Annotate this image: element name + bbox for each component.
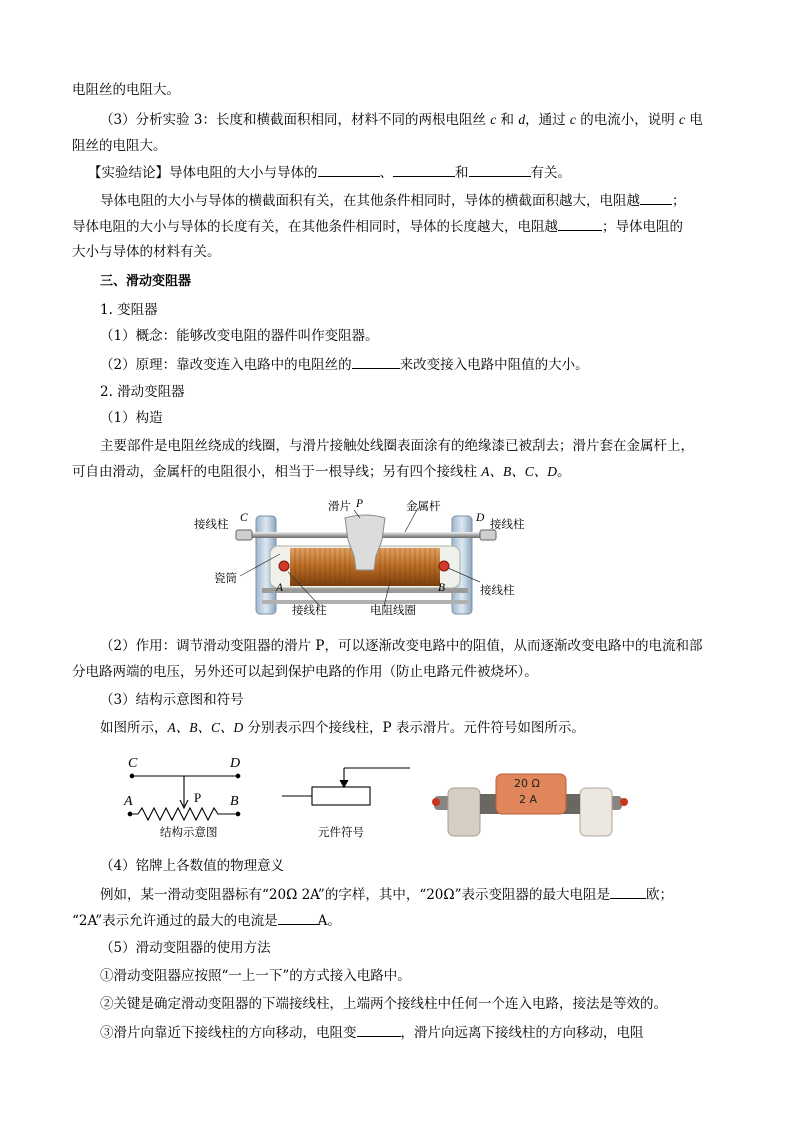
var-c: c — [490, 112, 497, 127]
paragraph-continuation: 阻丝的电阻大。 — [72, 138, 167, 154]
construction-text: 主要部件是电阻丝绕成的线圈，与滑片接触处线圈表面涂有的绝缘漆已被刮去；滑片套在金属杆上， — [100, 438, 694, 454]
fill-blank[interactable] — [469, 162, 531, 177]
rod-label: 金属杆 — [406, 499, 441, 513]
var-c: c — [569, 112, 576, 127]
terminal-b — [439, 561, 449, 571]
text: （2）原理：靠改变连入电路中的电阻丝的 — [100, 357, 352, 373]
terminal-c — [236, 530, 252, 540]
text: ，通过 — [525, 112, 570, 128]
text: ； — [672, 193, 686, 209]
fill-blank[interactable] — [610, 884, 646, 899]
letter-b: B — [438, 582, 446, 594]
text: ；导体电阻的 — [602, 219, 683, 235]
text: “2A”表示允许通过的最大的电流是 — [72, 913, 278, 929]
material-rule: 大小与导体的材料有关。 — [72, 244, 221, 260]
terminal-b-label: 接线柱 — [480, 583, 515, 597]
nameplate-heading: （4）铭牌上各数值的物理意义 — [100, 858, 285, 874]
tube-label: 瓷筒 — [214, 571, 237, 585]
text: ，滑片向远离下接线柱的方向移动，电阻 — [400, 1025, 644, 1041]
fill-blank[interactable] — [278, 910, 318, 925]
text: 欧； — [646, 887, 673, 903]
length-rule — [72, 216, 683, 237]
text: 来改变接入电路中阻值的大小。 — [399, 357, 589, 373]
text: 如图所示， — [100, 720, 168, 736]
rheostat-diagrams — [118, 752, 678, 844]
usage-heading: （5）滑动变阻器的使用方法 — [100, 940, 271, 956]
terminal-c-label: 接线柱 — [194, 517, 229, 531]
var-c: c — [679, 112, 685, 127]
fill-blank[interactable] — [393, 162, 455, 177]
section-heading: 三、滑动变阻器 — [100, 274, 192, 289]
letter-a: A — [276, 582, 284, 594]
terminal-letters: A、B、C、D — [167, 720, 244, 735]
structure-text — [100, 718, 585, 738]
usage-rule-1: ①滑动变阻器应按照“一上一下”的方式接入电路中。 — [100, 968, 411, 984]
nameplate-example — [100, 884, 673, 905]
cross-section-rule — [100, 190, 686, 211]
text: 导体电阻的大小与导体的长度有关，在其他条件相同时，导体的长度越大，电阻越 — [72, 219, 558, 235]
terminal-d-label: 接线柱 — [490, 517, 525, 531]
fill-blank[interactable] — [357, 1022, 401, 1037]
letter-d: D — [476, 512, 485, 524]
analysis-experiment-3 — [100, 110, 703, 130]
structure-schematic — [128, 774, 240, 820]
subsection-heading: 1. 变阻器 — [100, 302, 158, 318]
fill-blank[interactable] — [640, 190, 672, 205]
text: 和 — [496, 112, 519, 128]
text: 电 — [685, 112, 703, 128]
text: 、 — [379, 165, 393, 181]
fill-blank[interactable] — [318, 162, 380, 177]
slider-letter: P — [356, 498, 364, 510]
schematic-letter-d: D — [230, 756, 241, 771]
usage-rule-3 — [100, 1022, 644, 1043]
schematic-letter-b: B — [230, 794, 239, 809]
text: 例如，某一滑动变阻器标有“20Ω 2A”的字样，其中，“20Ω”表示变阻器的最大电阻是 — [100, 887, 610, 903]
slider-label: 滑片 — [328, 499, 351, 513]
fill-blank[interactable] — [558, 216, 602, 231]
nameplate-current: 2 A — [519, 793, 538, 806]
text: 有关。 — [530, 165, 571, 181]
function-text: 分电路两端的电压，另外还可以起到保护电路的作用（防止电路元件被烧坏）。 — [72, 664, 538, 680]
nameplate-resistance: 20 Ω — [514, 777, 540, 790]
schematic-letter-c: C — [128, 756, 138, 771]
construction-heading: （1）构造 — [100, 410, 163, 426]
text: 和 — [455, 165, 469, 181]
structure-heading: （3）结构示意图和符号 — [100, 692, 244, 708]
fill-blank[interactable] — [352, 354, 400, 369]
component-symbol — [282, 768, 410, 805]
function-text: （2）作用：调节滑动变阻器的滑片 P，可以逐渐改变电路中的阻值，从而逐渐改变电路中的电流和部 — [100, 638, 703, 654]
var-d: d — [518, 112, 526, 127]
construction-text — [72, 462, 571, 482]
text: ③滑片向靠近下接线柱的方向移动，电阻变 — [100, 1025, 357, 1041]
coil-label: 电阻线圈 — [370, 603, 416, 617]
usage-rule-2: ②关键是确定滑动变阻器的下端接线柱，上端两个接线柱中任何一个连入电路，接法是等效的。 — [100, 996, 667, 1012]
schematic-letter-p: P — [194, 790, 202, 805]
text: 的电流小，说明 — [575, 112, 679, 128]
schematic-letter-a: A — [124, 794, 133, 809]
structure-caption: 结构示意图 — [160, 825, 218, 839]
terminal-a — [279, 561, 289, 571]
terminal-letters: A、B、C、D — [481, 464, 558, 479]
paragraph-continuation: 电阻丝的电阻大。 — [72, 82, 180, 98]
terminal-a-label: 接线柱 — [292, 603, 327, 617]
text: 分别表示四个接线柱，P 表示滑片。元件符号如图所示。 — [243, 720, 585, 736]
text: 。 — [557, 464, 571, 480]
text: （3）分析实验 3：长度和横截面积相同，材料不同的两根电阻丝 — [100, 112, 491, 128]
subsection-heading: 2. 滑动变阻器 — [100, 384, 185, 400]
text: 导体电阻的大小与导体的横截面积有关，在其他条件相同时，导体的横截面积越大，电阻越 — [100, 193, 640, 209]
text: 【实验结论】导体电阻的大小与导体的 — [88, 165, 318, 181]
symbol-caption: 元件符号 — [318, 825, 364, 839]
nameplate-example — [72, 910, 341, 931]
experiment-conclusion — [88, 162, 571, 183]
letter-c: C — [240, 512, 248, 524]
concept-line: （1）概念：能够改变电阻的器件叫作变阻器。 — [100, 328, 379, 344]
rheostat-construction-figure — [190, 496, 540, 620]
text: A。 — [317, 913, 341, 929]
principle-line — [100, 354, 589, 375]
text: 可自由滑动，金属杆的电阻很小，相当于一根导线；另有四个接线柱 — [72, 464, 482, 480]
